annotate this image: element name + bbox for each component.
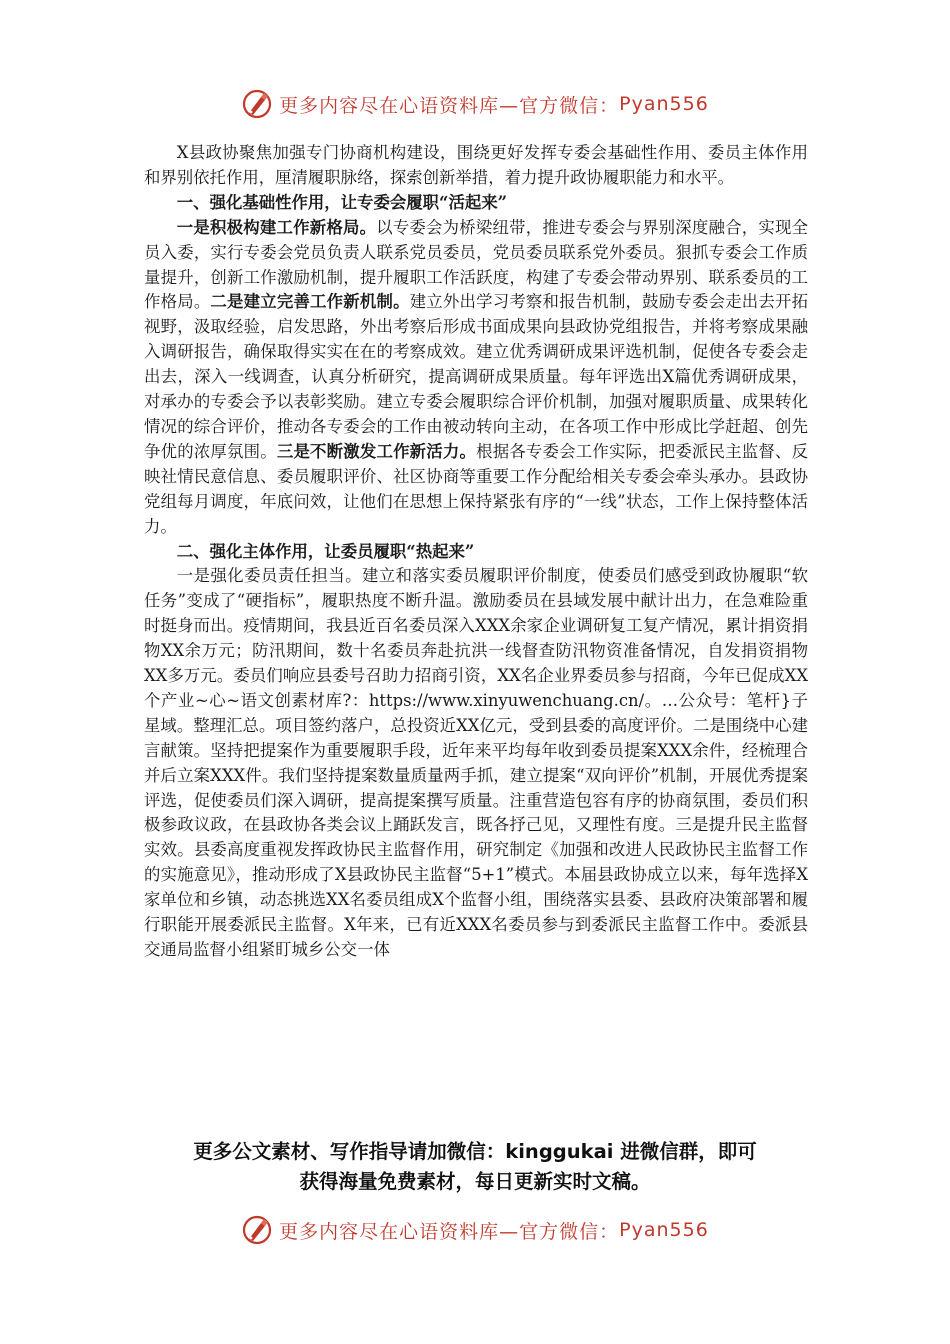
footer-banner-text: 更多内容尽在心语资料库—官方微信： — [279, 1220, 620, 1243]
pen-nib-logo-icon — [241, 88, 273, 120]
section1-lead2: 二是建立完善工作新机制。 — [210, 292, 410, 312]
section1-lead1: 一是积极构建工作新格局。 — [176, 217, 377, 237]
promo-line2: 获得海量免费素材，每日更新实时文稿。 — [299, 1170, 651, 1193]
section1-text3: 根据各专委会工作实际，把委派民主监督、反映社情民意信息、委员履职评价、社区协商等重要工作分配给相关专委会牵头承办。县政协党组每月调度，年底问效，让他们在思想上保持紧张有序的“一线”状态，工作上保持整体活力。 — [144, 441, 809, 536]
section1-paragraph — [144, 216, 808, 540]
promo-notice — [120, 1137, 830, 1197]
article-body — [144, 141, 808, 963]
footer-banner-wechat-id: Pyan556 — [619, 1219, 709, 1241]
section1-text1: 以专委会为桥梁纽带，推进专委会与界别深度融合，实现全员入委，实行专委会党员负责人联系党员委员，党员委员联系党外委员。狠抓专委会工作质量提升，创新工作激励机制，提升履职工作活跃度，构建了专委会带动界别、联系委员的工作格局。 — [144, 217, 809, 312]
section2-heading: 二、强化主体作用，让委员履职“热起来” — [176, 541, 475, 561]
section1-lead3: 三是不断激发工作新活力。 — [276, 441, 477, 461]
pen-nib-logo-icon — [241, 1214, 273, 1246]
header-banner — [0, 84, 950, 124]
section2-paragraph: 一是强化委员责任担当。建立和落实委员履职评价制度，使委员们感受到政协履职“软任务”变成了“硬指标”，履职热度不断升温。激励委员在县域发展中献计出力，在急难险重时挺身而出。疫情期间，我县近百名委员深入XXX余家企业调研复工复产情况，累计捐资捐物XX余万元；防汛期间，数十名委员奔赴抗洪一线督查防汛物资准备情况，自发捐资捐物XX多万元。委员们响应县委号召助力招商引资，XX名企业界委员参与招商，今年已促成XX个产业~心~语文创素材库?：https://www.xinyuwenchuang.cn/。…公众号：笔杆}子星域。整理汇总。项目签约落户，总投资近XX亿元，受到县委的高度评价。二是围绕中心建言献策。坚持把提案作为重要履职手段，近年来平均每年收到委员提案XXX余件，经梳理合并后立案XXX件。我们坚持提案数量质量两手抓，建立提案“双向评价”机制，开展优秀提案评选，促使委员们深入调研，提高提案撰写质量。注重营造包容有序的协商氛围，委员们积极参政议政，在县政协各类会议上踊跃发言，既各抒己见，又理性有度。三是提升民主监督实效。县委高度重视发挥政协民主监督作用，研究制定《加强和改进人民政协民主监督工作的实施意见》，推动形成了X县政协民主监督“5+1”模式。本届县政协成立以来，每年选择X家单位和乡镇，动态挑选XX名委员组成X个监督小组，围绕落实县委、县政府决策部署和履行职能开展委派民主监督。X年来，已有近XXX名委员参与到委派民主监督工作中。委派县交通局监督小组紧盯城乡公交一体 — [144, 566, 808, 959]
section1-heading: 一、强化基础性作用，让专委会履职“活起来” — [176, 192, 508, 212]
promo-line1: 更多公文素材、写作指导请加微信：kinggukai 进微信群，即可 — [193, 1140, 757, 1163]
header-banner-wechat-id: Pyan556 — [619, 93, 709, 115]
header-banner-text: 更多内容尽在心语资料库—官方微信： — [279, 94, 620, 117]
footer-banner — [0, 1210, 950, 1250]
section1-text2: 建立外出学习考察和报告机制，鼓励专委会走出去开拓视野，汲取经验，启发思路，外出考察后形成书面成果向县政协党组报告，并将考察成果融入调研报告，确保取得实实在在的考察成效。建立优秀调研成果评选机制，促使各专委会走出去，深入一线调查，认真分析研究，提高调研成果质量。每年评选出X篇优秀调研成果，对承办的专委会予以表彰奖励。建立专委会履职综合评价机制，加强对履职质量、成果转化情况的综合评价，推动各专委会的工作由被动转向主动，在各项工作中形成比学赶超、创先争优的浓厚氛围。 — [144, 292, 809, 461]
intro-paragraph: X县政协聚焦加强专门协商机构建设，围绕更好发挥专委会基础性作用、委员主体作用和界别依托作用，厘清履职脉络，探索创新举措，着力提升政协履职能力和水平。 — [144, 143, 808, 187]
